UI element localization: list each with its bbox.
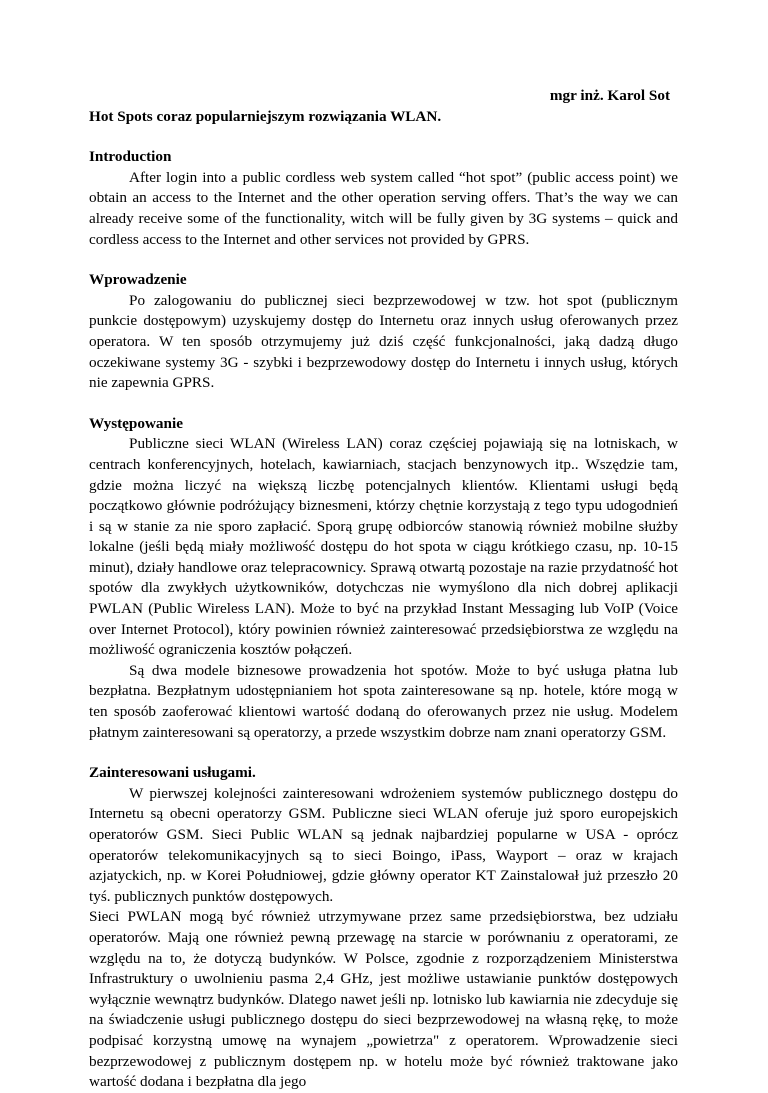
paragraph: Publiczne sieci WLAN (Wireless LAN) coraz częściej pojawiają się na lotniskach, w centrach konferencyjnych, hotelach, kawiarniach, stacjach benzynowych itp.. Wszędzie tam, gdzie można liczyć na większą liczbę potencjalnych klientów. Klientami usługi będą początkowo głównie podróżujący biznesmeni, którzy chętnie korzystają z tego typu udogodnień i są w stanie za nie sporo zapłacić. Sporą grupę odbiorców stanowią również mobilne służby lokalne (jeśli będą miały możliwość dostępu do hot spota w ciągu krótkiego czasu, np. 10-15 minut), działy handlowe oraz telepracownicy. Sprawą otwartą pozostaje na razie przydatność hot spotów dla zwykłych użytkowników, dotychczas nie wymyślono dla nich dobrej aplikacji PWLAN (Public Wireless LAN). Może to być na przykład Instant Messaging lub VoIP (Voice over Internet Protocol), który powinien również zainteresować przedsiębiorstwa ze względu na możliwość ograniczenia kosztów połączeń. [89,435,678,659]
section-heading: Występowanie [89,414,183,432]
author-line: mgr inż. Karol Sot [549,87,670,104]
paragraph: Sieci PWLAN mogą być również utrzymywane przez same przedsiębiorstwa, bez udziału operatorów. Mają one również pewną przewagę na starcie w porównaniu z operatorami, ze względu na to, że dotyczą budynków. W Polsce, zgodnie z rozporządzeniem Ministerstwa Infrastruktury o uwolnieniu pasma 2,4 GHz, jest możliwe ustawianie punktów dostępowych wyłącznie wewnątrz budynków. Dlatego nawet jeśli np. lotnisko lub kawiarnia nie zdecyduje się na świadczenie usługi publicznego dostępu do sieci bezprzewodowej na własną rękę, to może podpisać korzystną umowę na wynajem „powietrza" z operatorem. Wprowadzenie sieci bezprzewodowej z publicznym dostępem np. w hotelu może być również traktowane jako wartość dodana i bezpłatna dla jego [89,908,678,1091]
paragraph: After login into a public cordless web system called “hot spot” (public access point) we obtain an access to the Internet and the other operation serving offers. That’s the way we can already receive some of the functionality, witch will be fully given by 3G systems – quick and cordless access to the Internet and other services not provided by GPRS. [89,168,678,248]
section-wystepowanie [89,414,678,744]
section-heading: Wprowadzenie [89,271,187,289]
section-wprowadzenie [89,270,678,394]
paragraph: W pierwszej kolejności zainteresowani wdrożeniem systemów publicznego dostępu do Internetu są obecni operatorzy GSM. Publiczne sieci WLAN oferuje już sporo europejskich operatorów GSM. Sieci Public WLAN są jednak najbardziej popularne w USA - oprócz operatorów telekomunikacyjnych są to sieci Boingo, iPass, Wayport – oraz w krajach azjatyckich, np. w Korei Południowej, gdzie główny operator KT Zainstalował już przeszło 20 tyś. publicznych punktów dostępowych. [89,784,678,905]
paragraph: Są dwa modele biznesowe prowadzenia hot spotów. Może to być usługa płatna lub bezpłatna. Bezpłatnym udostępnianiem hot spota zainteresowane są np. hotele, które mogą w ten sposób zaoferować klientowi wartość dodaną do oferowanych przez nie usług. Modelem płatnym zainteresowani są operatorzy, a przede wszystkim dobrze nam znani operatorzy GSM. [89,661,678,741]
section-heading: Zainteresowani usługami. [89,764,256,782]
section-zainteresowani [89,763,678,1093]
document-title: Hot Spots coraz popularniejszym rozwiązania WLAN. [89,107,442,125]
section-heading: Introduction [89,148,172,166]
section-introduction [89,147,678,250]
document-page [89,86,678,1093]
paragraph: Po zalogowaniu do publicznej sieci bezprzewodowej w tzw. hot spot (publicznym punkcie dostępowym) uzyskujemy dostęp do Internetu oraz innych usług oferowanych przez operatora. W ten sposób otrzymujemy już dziś część funkcjonalności, jaką dadzą długo oczekiwane systemy 3G - szybki i bezprzewodowy dostęp do Internetu i innych usług, których nie zapewnia GPRS. [89,291,678,392]
